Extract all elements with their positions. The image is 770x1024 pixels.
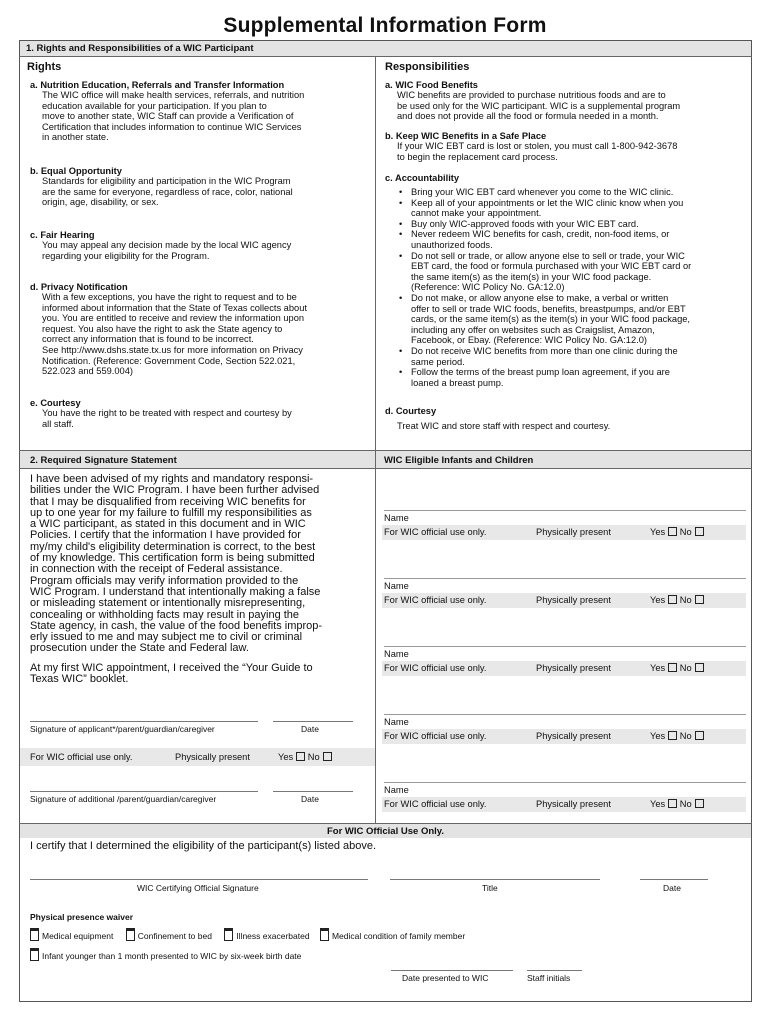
no-label: No [679, 527, 692, 537]
infant-row [384, 649, 746, 689]
no-label: No [679, 799, 692, 809]
name-label: Name [384, 785, 409, 795]
no-checkbox[interactable] [695, 799, 704, 808]
medical-equipment-checkbox[interactable] [30, 928, 39, 941]
infant-row [384, 717, 746, 757]
additional-date-field[interactable] [273, 791, 353, 792]
list-item: • Keep all of your appointments or let the WIC clinic know when you cannot make your appointment. [397, 198, 691, 219]
no-checkbox[interactable] [323, 752, 332, 761]
date-label: Date [301, 794, 319, 804]
section2-header-text: 2. Required Signature Statement [30, 455, 177, 466]
waiver-option-label: Illness exacerbated [236, 931, 310, 941]
no-label: No [679, 731, 692, 741]
rights-c-text: You may appeal any decision made by the local WIC agency regarding your eligibility for the Program. [42, 240, 292, 261]
list-item: • Follow the terms of the breast pump loan agreement, if you are loaned a breast pump. [397, 367, 691, 388]
form-title: Supplemental Information Form [223, 14, 547, 37]
additional-signature-field[interactable] [30, 791, 258, 792]
rights-e-title: e. Courtesy [30, 398, 81, 408]
resp-b-title: b. Keep WIC Benefits in a Safe Place [385, 131, 547, 141]
staff-initials-label: Staff initials [527, 973, 571, 983]
list-item: • Do not make, or allow anyone else to make, a verbal or written offer to sell or trade WIC foods, benefits, breastpumps, and/or EBT cards, or the same item(s) as the item(s) in your WIC food package, including any offer on websites such as Craigslist, Amazon, Facebook, or Ebay. (Reference: WIC Policy No. GA:12.0) [397, 293, 691, 346]
date-label: Date [301, 724, 319, 734]
rights-b-title: b. Equal Opportunity [30, 166, 122, 176]
no-label: No [679, 663, 692, 673]
list-item: • Do not receive WIC benefits from more than one clinic during the same period. [397, 346, 691, 367]
divider [19, 56, 752, 57]
section1-header [20, 41, 751, 56]
name-label: Name [384, 649, 409, 659]
rights-a-title: a. Nutrition Education, Referrals and Transfer Information [30, 80, 285, 90]
infant-row [384, 513, 746, 553]
yes-checkbox[interactable] [668, 663, 677, 672]
name-field[interactable] [384, 646, 746, 647]
waiver-options [30, 928, 465, 942]
official-use-header-text: For WIC Official Use Only. [326, 826, 444, 837]
rights-c-title: c. Fair Hearing [30, 230, 95, 240]
waiver-heading: Physical presence waiver [30, 912, 134, 922]
responsibilities-heading: Responsibilities [385, 61, 470, 73]
applicant-signature-label: Signature of applicant*/parent/guardian/caregiver [30, 724, 215, 734]
rights-heading: Rights [27, 61, 62, 73]
date-label: Date [663, 883, 681, 893]
yes-label: Yes [650, 663, 666, 673]
list-item: • Never redeem WIC benefits for cash, credit, non-food items, or unauthorized foods. [397, 229, 691, 250]
name-field[interactable] [384, 782, 746, 783]
column-divider [375, 451, 376, 823]
official-use-label: For WIC official use only. [384, 731, 487, 741]
no-label: No [679, 595, 692, 605]
infant-waiver [30, 948, 301, 962]
yes-checkbox[interactable] [296, 752, 305, 761]
infants-header-text: WIC Eligible Infants and Children [384, 455, 534, 466]
infants-header [376, 451, 751, 468]
yes-checkbox[interactable] [668, 595, 677, 604]
list-item: • Bring your WIC EBT card whenever you come to the WIC clinic. [397, 187, 691, 198]
no-checkbox[interactable] [695, 595, 704, 604]
title-label: Title [482, 883, 498, 893]
list-item: • Buy only WIC-approved foods with your WIC EBT card. [397, 219, 691, 230]
resp-a-text: WIC benefits are provided to purchase nutritious foods and are to be used only for the WIC participant. WIC is a supplemental program and does not provide all the food or formula needed in a month. [397, 90, 681, 122]
infant-waiver-checkbox[interactable] [30, 948, 39, 961]
infant-row [384, 581, 746, 621]
yes-label: Yes [650, 595, 666, 605]
rights-d-title: d. Privacy Notification [30, 282, 128, 292]
staff-initials-field[interactable] [527, 970, 582, 971]
official-use-header [20, 824, 751, 838]
section1-header-text: 1. Rights and Responsibilities of a WIC Participant [26, 43, 254, 54]
waiver-option-label: Medical condition of family member [331, 931, 466, 941]
list-item: • Do not sell or trade, or allow anyone else to sell or trade, your WIC EBT card, the food or formula purchased with your WIC EBT card or the same item(s) as the item(s) in your WIC food package. (Reference: WIC Policy No. GA:12.0) [397, 251, 691, 293]
resp-c-title: c. Accountability [385, 173, 460, 183]
no-checkbox[interactable] [695, 663, 704, 672]
rights-a-text: The WIC office will make health services, referrals, and nutrition education available for your participation. If you plan to move to another state, WIC Staff can provide a Verification of Certification that includes information to continue WIC Services in another state. [42, 90, 305, 143]
yes-checkbox[interactable] [668, 799, 677, 808]
rights-b-text: Standards for eligibility and participation in the WIC Program are the same for everyone, regardless of race, color, national origin, age, disability, or sex. [42, 176, 293, 208]
physically-present-label: Physically present [175, 752, 250, 762]
official-signature-label: WIC Certifying Official Signature [137, 883, 259, 893]
guide-statement: At my first WIC appointment, I received the “Your Guide to Texas WIC” booklet. [30, 662, 313, 686]
official-use-label: For WIC official use only. [384, 799, 487, 809]
column-divider [375, 57, 376, 450]
yes-label: Yes [278, 752, 294, 762]
official-title-field[interactable] [390, 879, 600, 880]
additional-signature-label: Signature of additional /parent/guardian/caregiver [30, 794, 217, 804]
resp-b-text: If your WIC EBT card is lost or stolen, you must call 1-800-942-3678 to begin the replacement card process. [397, 141, 678, 162]
illness-checkbox[interactable] [224, 928, 233, 941]
official-date-field[interactable] [640, 879, 708, 880]
no-label: No [307, 752, 320, 762]
confinement-checkbox[interactable] [126, 928, 135, 941]
certify-statement: I certify that I determined the eligibility of the participant(s) listed above. [30, 840, 377, 852]
name-label: Name [384, 581, 409, 591]
yes-label: Yes [650, 527, 666, 537]
name-label: Name [384, 717, 409, 727]
rights-d-text: With a few exceptions, you have the right to request and to be informed about information that the State of Texas collects about you. You are entitled to receive and review the information upon request. You also have the right to ask the State agency to correct any information that is found to be incorrect. See http://www.dshs.state.tx.us for more information on Privacy Notification. (Reference: Government Code, Section 522.021, 522.023 and 559.004) [42, 292, 307, 377]
date-presented-label: Date presented to WIC [402, 973, 489, 983]
name-field[interactable] [384, 578, 746, 579]
accountability-list [397, 187, 691, 388]
yes-label: Yes [650, 799, 666, 809]
physically-present-label: Physically present [536, 731, 611, 741]
official-use-label: For WIC official use only. [384, 663, 487, 673]
name-field[interactable] [384, 714, 746, 715]
presence-checkboxes [278, 752, 332, 763]
official-use-label: For WIC official use only. [30, 752, 133, 762]
physically-present-label: Physically present [536, 663, 611, 673]
official-signature-field[interactable] [30, 879, 368, 880]
official-use-label: For WIC official use only. [384, 595, 487, 605]
yes-checkbox[interactable] [668, 731, 677, 740]
physically-present-label: Physically present [536, 595, 611, 605]
yes-checkbox[interactable] [668, 527, 677, 536]
yes-label: Yes [650, 731, 666, 741]
resp-a-title: a. WIC Food Benefits [385, 80, 478, 90]
no-checkbox[interactable] [695, 527, 704, 536]
infant-waiver-label: Infant younger than 1 month presented to WIC by six-week birth date [42, 951, 302, 961]
name-label: Name [384, 513, 409, 523]
applicant-signature-field[interactable] [30, 721, 258, 722]
resp-d-title: d. Courtesy [385, 406, 437, 416]
physically-present-label: Physically present [536, 799, 611, 809]
no-checkbox[interactable] [695, 731, 704, 740]
rights-e-text: You have the right to be treated with respect and courtesy by all staff. [42, 408, 292, 429]
applicant-date-field[interactable] [273, 721, 353, 722]
date-presented-field[interactable] [391, 970, 513, 971]
waiver-option-label: Medical equipment [42, 931, 114, 941]
section2-header [20, 451, 375, 468]
resp-d-text: Treat WIC and store staff with respect and courtesy. [397, 421, 611, 431]
signature-statement: I have been advised of my rights and mandatory responsi- bilities under the WIC Program. I have been further advised that I may be disqualified from receiving WIC benefits for up to one year for my failure to fulfill my responsibilities as a WIC participant, as stated in this document and in WIC Policies. I certify that the information I have provided for my/my child's eligibility determination is correct, to the best of my knowledge. This certification form is being submitted in connection with the receipt of Federal assistance. Program officials may verify information provided to the WIC Program. I understand that intentionally making a false or misleading statement or intentionally misrepresenting, concealing or withholding facts may result in paying the State agency, in cash, the value of the food benefits improp- erly issued to me and may subject me to civil or criminal prosecution under the State and Federal law. [30, 473, 323, 655]
name-field[interactable] [384, 510, 746, 511]
waiver-option-label: Confinement to bed [137, 931, 212, 941]
physically-present-label: Physically present [536, 527, 611, 537]
infant-row [384, 785, 746, 825]
divider [19, 468, 752, 469]
family-condition-checkbox[interactable] [320, 928, 329, 941]
official-use-label: For WIC official use only. [384, 527, 487, 537]
